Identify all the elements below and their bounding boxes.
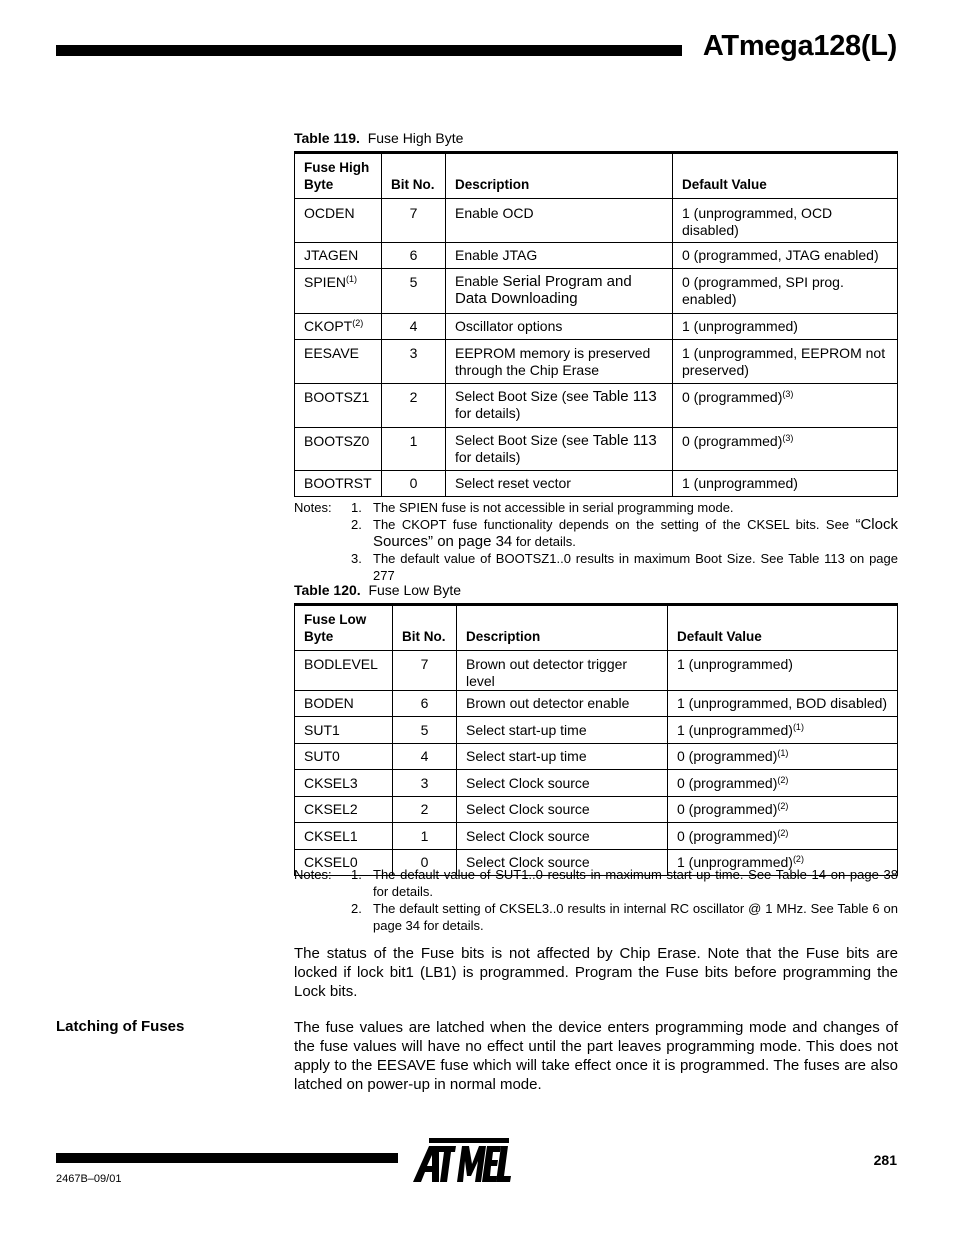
table-row [295,717,898,744]
description: Select Clock source [457,770,668,797]
default-value: 1 (unprogrammed, BOD disabled) [668,691,898,717]
table-120-caption [294,582,461,598]
header-cell: Default Value [668,605,898,651]
table-119-caption [294,130,463,146]
table-119-title: Fuse High Byte [367,130,464,146]
default-value: 1 (unprogrammed)$^{(1)}$ [668,717,898,744]
header-rule [56,45,682,56]
description: Select Boot Size (see Table 113 for details) [446,428,673,471]
footnote-ref: (2) [777,801,789,811]
fuse-name: CKSEL3 [295,770,393,797]
bit-no: 1 [382,428,446,471]
default-value: 1 (unprogrammed) [668,651,898,691]
page-number: 281 [873,1152,897,1168]
table-120-title: Fuse Low Byte [368,582,462,598]
bit-no: 3 [393,770,457,797]
table-row [295,340,898,384]
table-119-label: Table 119. [294,130,360,146]
fuse-name: BOOTRST [304,475,372,491]
default-value: 0 (programmed)$^{(2)}$ [668,770,898,797]
fuse-name: CKSEL1 [295,823,393,850]
description: Select start-up time [457,717,668,744]
footnote-ref: (3) [782,433,794,443]
default-value: 0 (programmed, SPI prog. enabled) [673,269,898,314]
table-row [295,314,898,340]
description: Brown out detector trigger level [457,651,668,691]
bit-no: 3 [382,340,446,384]
bit-no: 4 [382,314,446,340]
bit-no: 5 [382,269,446,314]
default-value: 1 (unprogrammed)$^{(2)}$ [668,850,898,876]
fuse-name: BOOTSZ1 [304,389,370,405]
footnote-ref: (2) [777,828,789,838]
default-value: 0 (programmed)$^{(1)}$ [668,744,898,770]
table-row [295,471,898,497]
fuse-name: SUT0 [295,744,393,770]
header-cell: Default Value [673,153,898,199]
description: EEPROM memory is preserved through the Chip Erase [446,340,673,384]
header-cell: Fuse High Byte [295,153,382,199]
description: Select Clock source [457,850,668,876]
document-code: 2467B–09/01 [56,1173,122,1185]
bit-no: 1 [393,823,457,850]
fuse-name: OCDEN [304,205,355,221]
description: Enable JTAG [446,243,673,269]
description: Select reset vector [446,471,673,497]
footnote-ref: (2) [777,775,789,785]
note-number: 1. [351,867,362,882]
default-value: 0 (programmed)$^{(3)}$ [673,428,898,471]
body-paragraph: The fuse values are latched when the device enters programming mode and changes of the fuse values will have no effect until the part leaves programming mode. This does not apply to the EESAVE fuse which will take effect once it is programmed. The fuses are also latched on power-up in normal mode. [294,1019,898,1093]
default-value: 0 (programmed)$^{(2)}$ [668,823,898,850]
bit-no: 0 [393,850,457,876]
table-119-notes [294,499,898,584]
default-value: 1 (unprogrammed) [673,471,898,497]
footnote-ref: (1) [346,274,358,284]
table-row [295,691,898,717]
table-120-notes [294,866,898,934]
bit-no: 7 [393,651,457,691]
table-120-label: Table 120. [294,582,361,598]
bit-no: 2 [382,384,446,428]
document-title: ATmega128(L) [702,30,897,62]
footnote-ref: (1) [777,748,789,758]
description: Select Clock source [457,823,668,850]
footnote-ref: (3) [782,389,794,399]
table-row [295,199,898,243]
default-value: 1 (unprogrammed, EEPROM not preserved) [673,340,898,384]
description: Oscillator options [446,314,673,340]
fuse-name: SPIEN [304,274,347,290]
default-value: 0 (programmed, JTAG enabled) [673,243,898,269]
bit-no: 6 [382,243,446,269]
note-number: 2. [351,517,362,532]
fuse-name: CKOPT [304,318,353,334]
note-item [294,499,898,516]
footnote-ref: (1) [792,722,804,732]
footnote-ref: (2) [352,318,364,328]
fuse-name: BODLEVEL [295,651,393,691]
note-link[interactable]: “Clock Sources” on page 34 [373,516,898,550]
table-row [295,269,898,314]
note-text: The default value of BOOTSZ1..0 results in maximum Boot Size. See Table 113 on page 277 [373,551,898,583]
header-cell: Bit No. [393,605,457,651]
bit-no: 4 [393,744,457,770]
atmel-logo-icon [409,1136,511,1191]
table-row [295,744,898,770]
note-number: 1. [351,500,362,515]
default-value: 0 (programmed)$^{(3)}$ [673,384,898,428]
header-cell: Bit No. [382,153,446,199]
bit-no: 7 [382,199,446,243]
bit-no: 6 [393,691,457,717]
table-row [295,428,898,471]
bit-no: 2 [393,797,457,823]
note-item [294,866,898,900]
description: Enable OCD [446,199,673,243]
fuse-name: JTAGEN [304,247,359,263]
table-row [295,770,898,797]
note-number: 3. [351,551,362,566]
table-row [295,797,898,823]
description: Select Clock source [457,797,668,823]
section-heading: Latching of Fuses [56,1018,185,1035]
table-row [295,651,898,691]
header-cell: Description [446,153,673,199]
description: Enable Serial Program and Data Downloading [446,269,673,314]
fuse-name: EESAVE [304,345,359,361]
header-cell: Description [457,605,668,651]
note-text: The default value of SUT1..0 results in maximum start-up time. See Table 14 on page 38 for details. [373,867,898,899]
default-value: 1 (unprogrammed) [673,314,898,340]
note-item: 2. The CKOPT fuse functionality depends on the setting of the CKSEL bits. See “Clock Sources” on page 34 for details. [351,516,898,550]
fuse-name: CKSEL0 [295,850,393,876]
fuse-low-byte-table [294,603,898,876]
bit-no: 0 [382,471,446,497]
fuse-name: BOOTSZ0 [304,433,370,449]
table-row [295,823,898,850]
table-row [295,243,898,269]
table-row [295,384,898,428]
description: Brown out detector enable [457,691,668,717]
fuse-name: BODEN [295,691,393,717]
note-item [294,550,898,584]
note-item [294,900,898,934]
note-text: The default setting of CKSEL3..0 results in internal RC oscillator @ 1 MHz. See Table 6 on page 34 for details. [373,901,898,933]
notes-label: Notes: [294,867,332,882]
fuse-name: SUT1 [295,717,393,744]
footer-rule [56,1153,398,1163]
fuse-name: CKSEL2 [295,797,393,823]
note-number: 2. [351,901,362,916]
note-text: The SPIEN fuse is not accessible in serial programming mode. [373,500,734,515]
notes-label: Notes: [294,500,332,515]
footnote-ref: (2) [792,854,804,864]
default-value: 1 (unprogrammed, OCD disabled) [673,199,898,243]
fuse-high-byte-table [294,151,898,497]
bit-no: 5 [393,717,457,744]
header-cell: Fuse Low Byte [295,605,393,651]
description: Select start-up time [457,744,668,770]
description: Select Boot Size (see Table 113 for details) [446,384,673,428]
body-paragraph: The status of the Fuse bits is not affected by Chip Erase. Note that the Fuse bits are locked if lock bit1 (LB1) is programmed. Program the Fuse bits before programming the Lock bits. [294,945,898,1000]
default-value: 0 (programmed)$^{(2)}$ [668,797,898,823]
